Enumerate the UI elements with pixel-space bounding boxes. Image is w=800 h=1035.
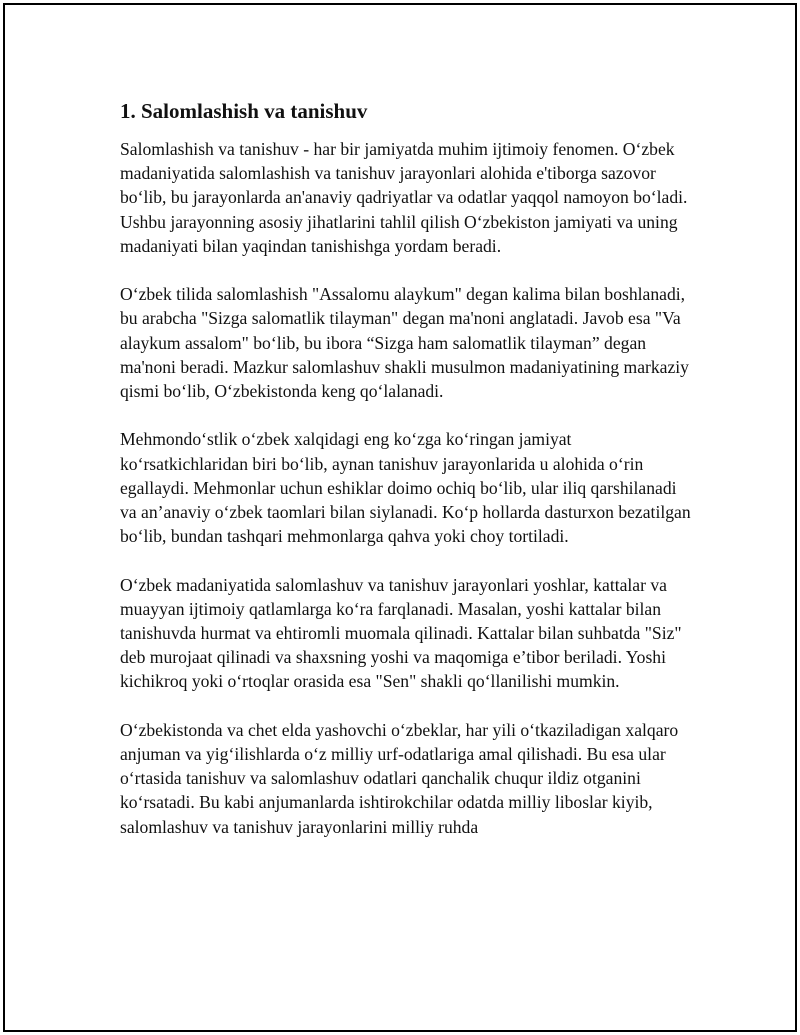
document-content [120, 97, 695, 863]
section-heading: 1. Salomlashish va tanishuv [120, 99, 368, 123]
paragraph-2: O‘zbek tilida salomlashish "Assalomu alaykum" degan kalima bilan boshlanadi, bu arabcha "Sizga salomatlik tilayman" degan ma'noni anglatadi. Javob esa "Va alaykum assalom" bo‘lib, bu ibora “Sizga ham salomatlik tilayman” degan ma'noni beradi. Mazkur salomlashuv shakli musulmon madaniyatining markaziy qismi bo‘lib, O‘zbekistonda keng qo‘lalanadi. [120, 284, 689, 402]
paragraph-4: O‘zbek madaniyatida salomlashuv va tanishuv jarayonlari yoshlar, kattalar va muayyan ijtimoiy qatlamlarga ko‘ra farqlanadi. Masalan, yoshi kattalar bilan tanishuvda hurmat va ehtiromli muomala qilinadi. Kattalar bilan suhbatda "Siz" deb murojaat qilinadi va shaxsning yoshi va maqomiga e’tibor beriladi. Yoshi kichikroq yoki o‘rtoqlar orasida esa "Sen" shakli qo‘llanilishi mumkin. [120, 574, 682, 692]
paragraph-3: Mehmondo‘stlik o‘zbek xalqidagi eng ko‘zga ko‘ringan jamiyat ko‘rsatkichlaridan biri bo‘lib, aynan tanishuv jarayonlarida u alohida o‘rin egallaydi. Mehmonlar uchun eshiklar doimo ochiq bo‘lib, ular iliq qarshilanadi va an’anaviy o‘zbek taomlari bilan siylanadi. Ko‘p hollarda dasturxon bezatilgan bo‘lib, bundan tashqari mehmonlarga qahva yoki choy tortiladi. [120, 429, 691, 547]
paragraph-5: O‘zbekistonda va chet elda yashovchi o‘zbeklar, har yili o‘tkaziladigan xalqaro anjuman va yig‘ilishlarda o‘z milliy urf-odatlariga amal qilishadi. Bu esa ular o‘rtasida tanishuv va salomlashuv odatlari qanchalik chuqur ildiz otganini ko‘rsatadi. Bu kabi anjumanlarda ishtirokchilar odatda milliy liboslar kiyib, salomlashuv va tanishuv jarayonlarini milliy ruhda [120, 719, 679, 837]
paragraph-1: Salomlashish va tanishuv - har bir jamiyatda muhim ijtimoiy fenomen. O‘zbek madaniyatida salomlashish va tanishuv jarayonlari alohida e'tiborga sazovor bo‘lib, bu jarayonlarda an'anaviy qadriyatlar va odatlar yaqqol namoyon bo‘ladi. Ushbu jarayonning asosiy jihatlarini tahlil qilish O‘zbekiston jamiyati va uning madaniyati bilan yaqindan tanishishga yordam beradi. [120, 139, 688, 256]
document-page [3, 3, 797, 1032]
